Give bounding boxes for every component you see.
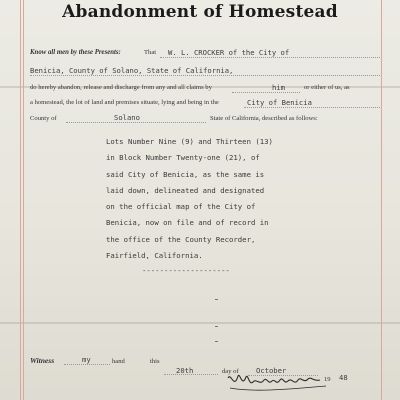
place-rule: [244, 107, 380, 108]
this-label: this: [150, 358, 160, 365]
year-prefix: 19: [324, 376, 331, 383]
homestead-place: City of Benicia: [247, 98, 312, 107]
hand-label: hand: [112, 358, 125, 365]
pronoun-him: him: [272, 83, 285, 92]
description-line: the office of the County Recorder,: [106, 234, 256, 244]
name-rule: [160, 57, 380, 58]
abandon-clause: do hereby abandon, release and discharge from any and all claims by: [30, 84, 212, 91]
description-line: Benicia, now on file and of record in: [106, 218, 269, 228]
homestead-clause: a homestead, the lot of land and premises situate, lying and being in the: [30, 99, 219, 106]
witness-month: October: [256, 366, 287, 375]
right-margin-line: [381, 0, 382, 400]
witness-label: Witness: [30, 356, 55, 365]
description-line: on the official map of the City of: [106, 202, 256, 212]
pronoun-rule: [64, 364, 110, 365]
document-title: Abandonment of Homestead: [62, 2, 338, 22]
location-rule: [30, 75, 380, 76]
blank-mark: [215, 326, 218, 327]
day-of-label: day of: [222, 368, 239, 375]
separator-line: --------------------: [142, 266, 230, 275]
left-margin-line: [20, 0, 21, 400]
pronoun-rule: [232, 92, 300, 93]
description-line: Fairfield, California.: [106, 251, 203, 261]
description-line: Lots Number Nine (9) and Thirteen (13): [106, 137, 273, 146]
county-name: Solano: [114, 113, 140, 122]
county-rule: [66, 122, 206, 123]
grantor-location: Benicia, County of Solano, State of California,: [30, 66, 234, 75]
description-line: laid down, delineated and designated: [106, 185, 265, 195]
grantor-name: W. L. CROCKER of the City of: [168, 48, 290, 57]
paper-fold: [0, 322, 400, 324]
blank-mark: [215, 341, 218, 342]
left-margin-line: [23, 0, 24, 400]
witness-day: 20th: [176, 366, 194, 375]
that-label: That: [144, 49, 157, 56]
description-line: said City of Benicia, as the same is: [106, 169, 265, 179]
description-line: in Block Number Twenty-one (21), of: [106, 153, 260, 163]
property-description: [106, 134, 356, 264]
state-clause: State of California, described as follows:: [210, 115, 318, 122]
presents-lead: Know all men by these Presents:: [30, 49, 121, 56]
blank-mark: [215, 299, 218, 300]
witness-year: 48: [339, 373, 348, 382]
witness-pronoun: my: [82, 355, 91, 364]
handwritten-signature: [222, 368, 332, 396]
either-clause: or either of us, as: [304, 84, 350, 91]
county-label: County of: [30, 115, 57, 122]
day-rule: [164, 374, 218, 375]
